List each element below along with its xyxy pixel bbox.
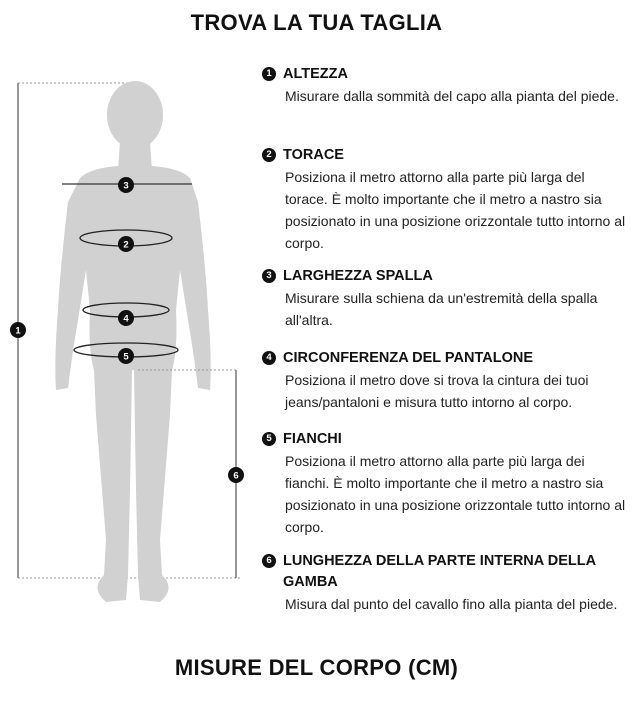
measure-item-inseam xyxy=(262,551,630,615)
measure-description: Misura dal punto del cavallo fino alla pianta del piede. xyxy=(285,596,618,612)
marker-2 xyxy=(118,236,134,252)
svg-text:2: 2 xyxy=(123,239,129,251)
measure-description: Posiziona il metro attorno alla parte più larga dei fianchi. È molto importante che il metro a nastro sia posizionato in una posizione orizzontale tutto intorno al corpo. xyxy=(285,453,626,535)
svg-text:5: 5 xyxy=(123,351,129,363)
measure-item-height xyxy=(262,64,630,107)
measure-item-hips xyxy=(262,429,630,538)
measure-item-waist xyxy=(262,348,630,413)
marker-4 xyxy=(118,310,134,326)
measure-title: LARGHEZZA SPALLA xyxy=(283,268,433,284)
marker-3 xyxy=(118,177,134,193)
measure-item-chest xyxy=(262,145,630,254)
page-title: TROVA LA TUA TAGLIA xyxy=(190,10,443,35)
footer-title: MISURE DEL CORPO (CM) xyxy=(174,655,459,680)
svg-text:1: 1 xyxy=(15,325,21,337)
body-measurement-figure xyxy=(0,70,260,610)
measure-heading xyxy=(262,551,630,593)
measure-heading xyxy=(262,266,630,287)
measure-title: FIANCHI xyxy=(283,431,342,447)
measure-title: ALTEZZA xyxy=(283,66,348,82)
measure-heading xyxy=(262,145,630,166)
svg-text:3: 3 xyxy=(123,180,129,192)
svg-text:4: 4 xyxy=(123,313,129,325)
measure-item-shoulder xyxy=(262,266,630,331)
body-silhouette-illustration xyxy=(0,70,260,610)
measure-title: LUNGHEZZA DELLA PARTE INTERNA DELLA GAMBA xyxy=(283,553,596,590)
marker-5 xyxy=(118,348,134,364)
number-badge: 3 xyxy=(262,269,276,283)
number-badge: 2 xyxy=(262,148,276,162)
svg-text:6: 6 xyxy=(233,470,239,482)
measure-description: Posiziona il metro attorno alla parte più larga del torace. È molto importante che il metro a nastro sia posizionato in una posizione orizzontale tutto intorno al corpo. xyxy=(285,169,626,251)
measure-heading xyxy=(262,348,630,369)
number-badge: 5 xyxy=(262,432,276,446)
measure-heading xyxy=(262,429,630,450)
number-badge: 4 xyxy=(262,351,276,365)
marker-6 xyxy=(228,467,244,483)
measure-description: Posiziona il metro dove si trova la cintura dei tuoi jeans/pantaloni e misura tutto intorno al corpo. xyxy=(285,372,589,410)
measure-description: Misurare dalla sommità del capo alla pianta del piede. xyxy=(285,88,619,104)
number-badge: 6 xyxy=(262,554,276,568)
measure-heading xyxy=(262,64,630,85)
number-badge: 1 xyxy=(262,67,276,81)
measure-description: Misurare sulla schiena da un'estremità della spalla all'altra. xyxy=(285,290,598,328)
measure-title: TORACE xyxy=(283,147,344,163)
measure-title: CIRCONFERENZA DEL PANTALONE xyxy=(283,350,533,366)
human-silhouette xyxy=(55,81,210,602)
marker-1 xyxy=(10,322,26,338)
